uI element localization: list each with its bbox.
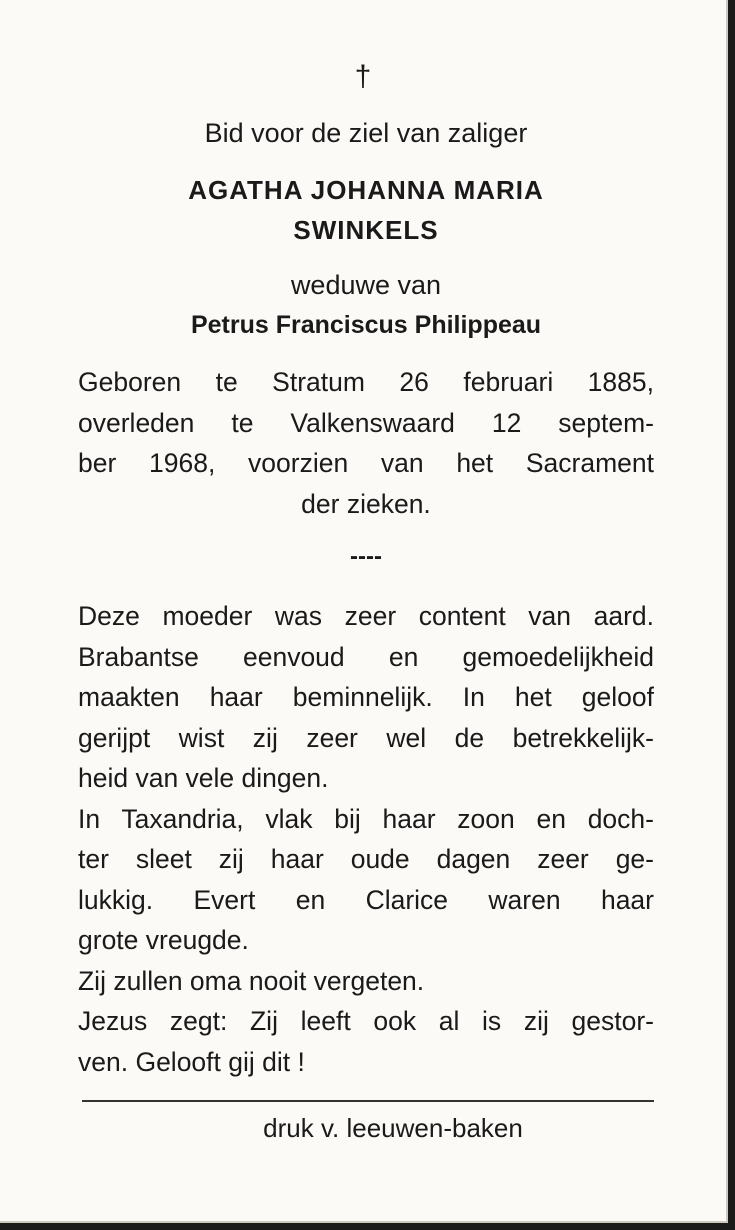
life-line: ber 1968, voorzien van het Sacrament <box>78 448 654 478</box>
text-line: Jezus zegt: Zij leeft ook al is zij gestor- <box>78 1006 654 1036</box>
printer-credit: druk v. leeuwen-baken <box>263 1113 523 1143</box>
deceased-name <box>78 170 654 250</box>
spouse-name: Petrus Franciscus Philippeau <box>190 311 542 339</box>
widow-of-label: weduwe van <box>290 270 442 300</box>
text-line: grote vreugde. <box>78 925 249 955</box>
divider <box>82 1100 654 1102</box>
text-line: In Taxandria, vlak bij haar zoon en doch- <box>78 803 654 834</box>
life-line: der zieken. <box>301 488 431 519</box>
text-line: heid van vele dingen. <box>78 763 329 793</box>
text-line: Brabantse eenvoud en gemoedelijkheid <box>78 641 654 672</box>
intro-line: Bid voor de ziel van zaliger <box>204 118 528 148</box>
separator: ---- <box>350 543 382 570</box>
text-line: gerijpt wist zij zeer wel de betrekkelijk- <box>78 722 654 753</box>
text-line: maakten haar beminnelijk. In het geloof <box>78 682 654 712</box>
life-dates-paragraph <box>78 362 654 524</box>
name-line-2: SWINKELS <box>293 215 439 245</box>
memorial-text <box>78 596 654 1082</box>
text-line: Deze moeder was zeer content van aard. <box>78 601 654 631</box>
text-line: ter sleet zij haar oude dagen zeer ge- <box>78 844 654 874</box>
text-line: Zij zullen oma nooit vergeten. <box>78 965 425 996</box>
life-line: overleden te Valkenswaard 12 septem- <box>78 407 654 438</box>
life-line: Geboren te Stratum 26 februari 1885, <box>78 367 654 397</box>
name-line-1: AGATHA JOHANNA MARIA <box>188 175 544 205</box>
text-line: ven. Gelooft gij dit ! <box>78 1046 305 1077</box>
cross-icon: † <box>354 60 372 93</box>
text-line: lukkig. Evert en Clarice waren haar <box>78 884 654 915</box>
